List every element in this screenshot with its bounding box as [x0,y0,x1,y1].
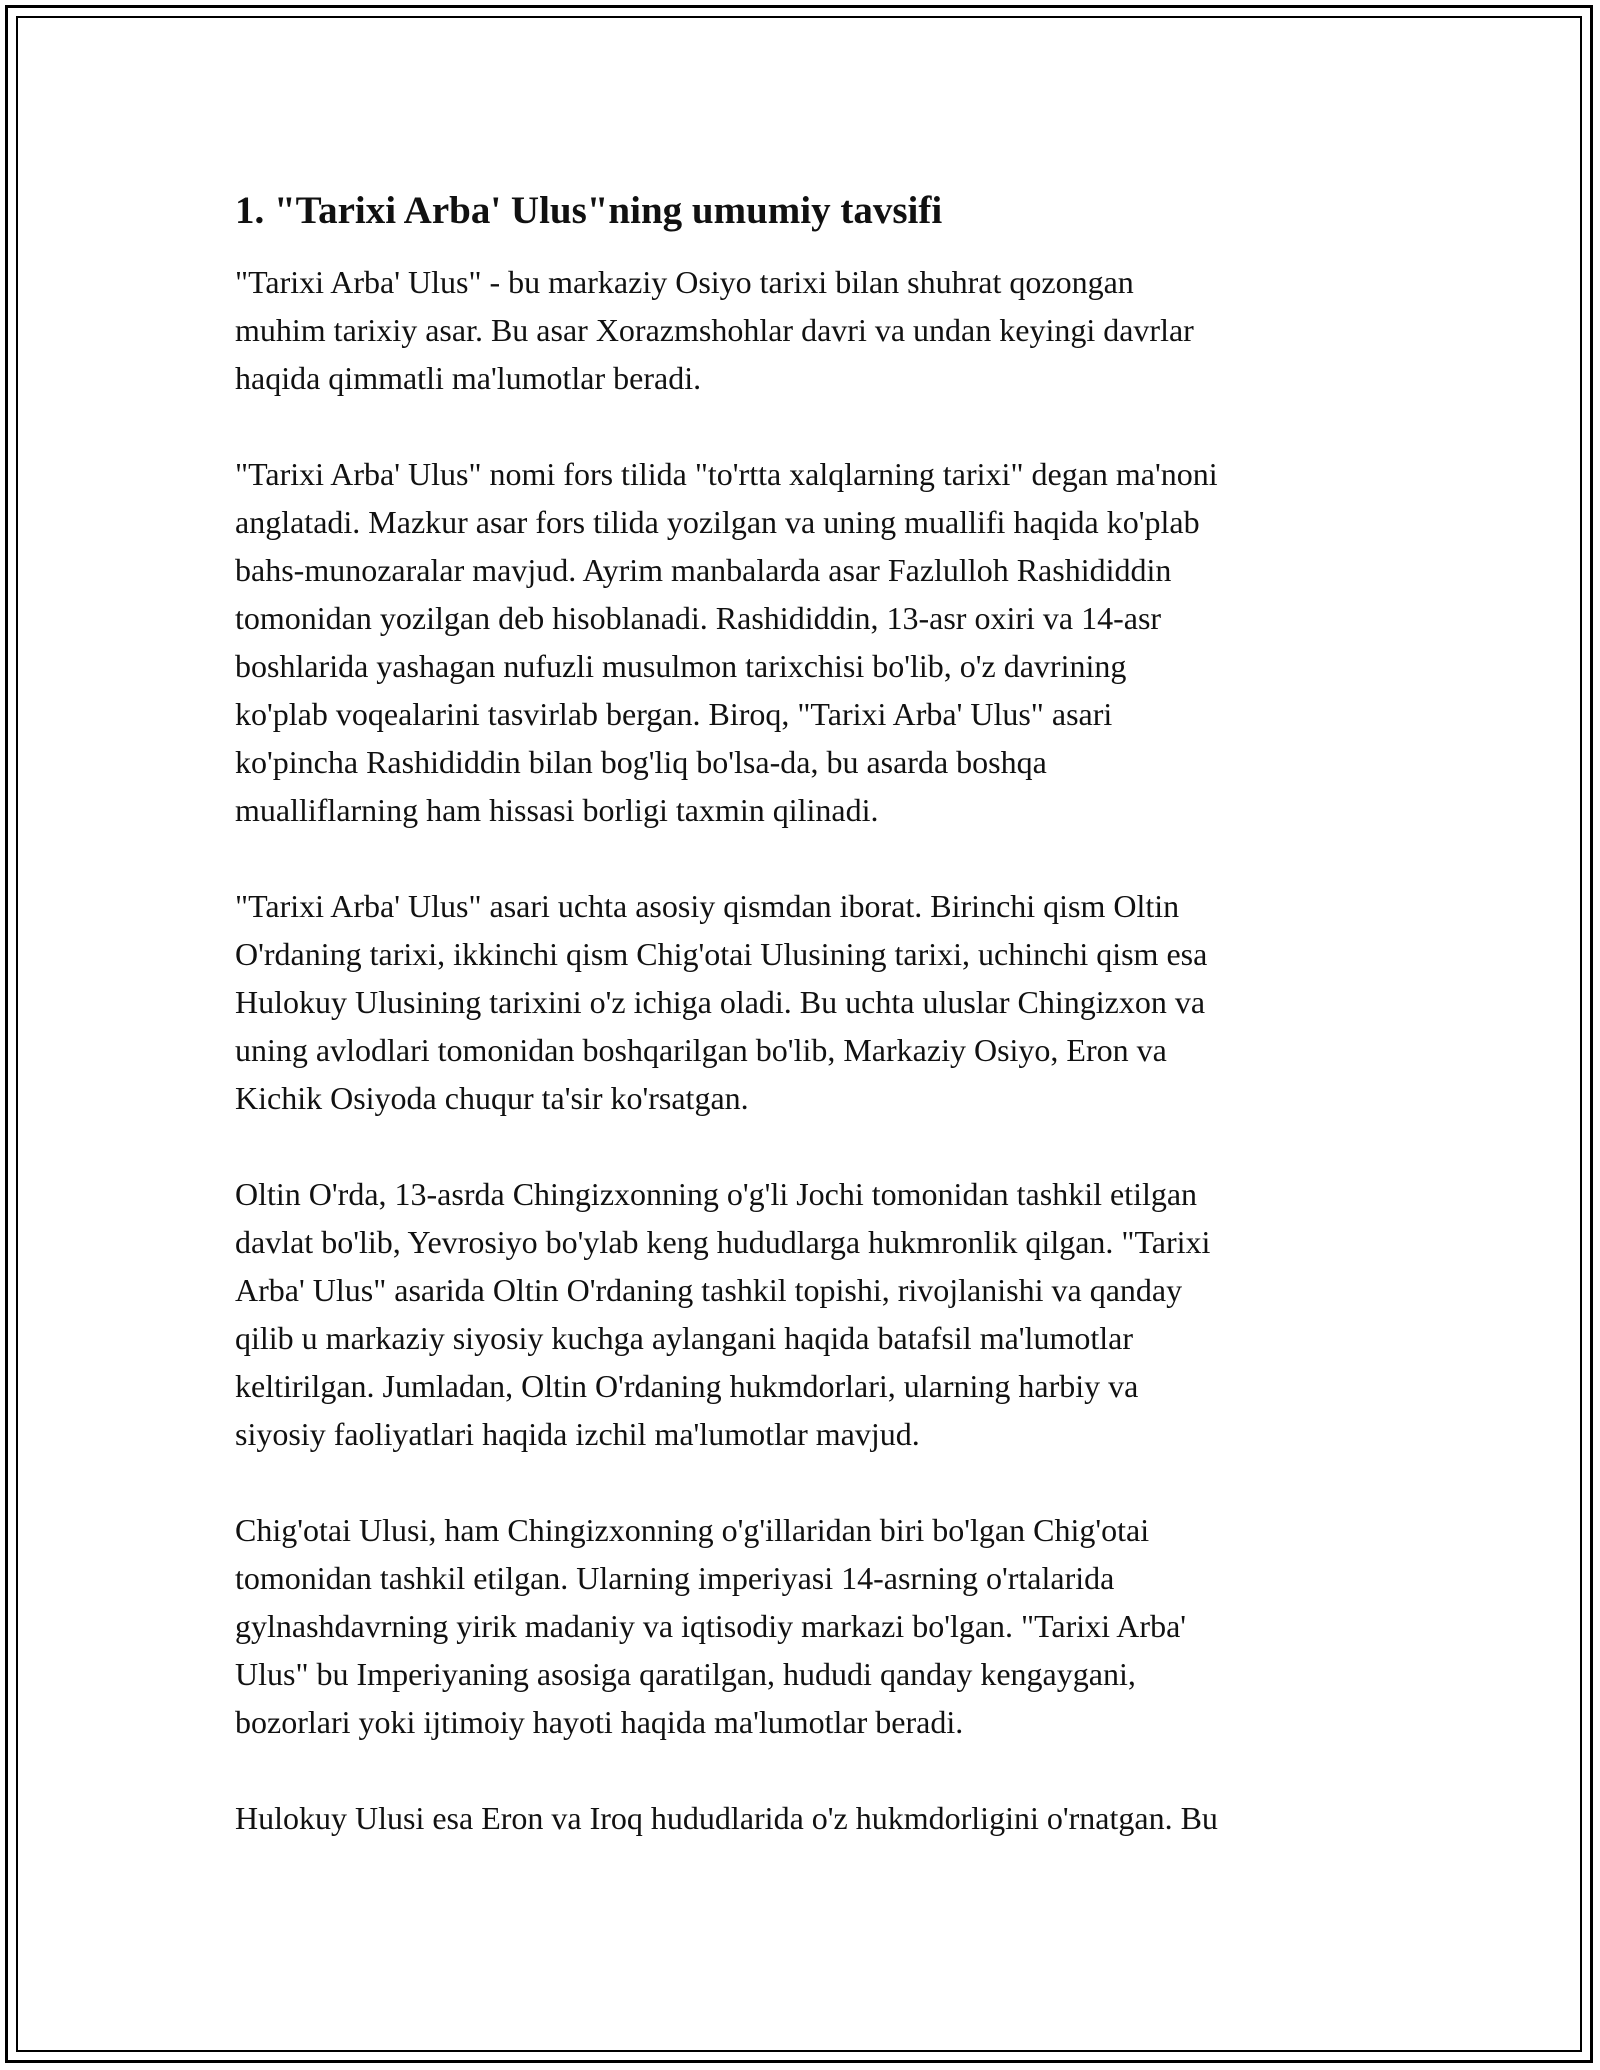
text-line: "Tarixi Arba' Ulus" asari uchta asosiy qismdan iborat. Birinchi qism Oltin [235,888,1180,924]
text-line: Arba' Ulus" asarida Oltin O'rdaning tashkil topishi, rivojlanishi va qanday [235,1272,1183,1308]
text-line: siyosiy faoliyatlari haqida izchil ma'lumotlar mavjud. [235,1416,920,1452]
text-line: bozorlari yoki ijtimoiy hayoti haqida ma'lumotlar beradi. [235,1704,964,1740]
text-line: Hulokuy Ulusi esa Eron va Iroq hududlarida o'z hukmdorligini o'rnatgan. Bu [235,1800,1218,1836]
text-line: Oltin O'rda, 13-asrda Chingizxonning o'g'li Jochi tomonidan tashkil etilgan [235,1176,1198,1212]
text-line: davlat bo'lib, Yevrosiyo bo'ylab keng hududlarga hukmronlik qilgan. "Tarixi [235,1224,1211,1260]
text-line: tomonidan yozilgan deb hisoblanadi. Rashididdin, 13-asr oxiri va 14-asr [235,600,1162,636]
text-line: anglatadi. Mazkur asar fors tilida yozilgan va uning muallifi haqida ko'plab [235,504,1200,540]
section-heading: 1. "Tarixi Arba' Ulus"ning umumiy tavsifi [235,189,943,232]
text-line: uning avlodlari tomonidan boshqarilgan bo'lib, Markaziy Osiyo, Eron va [235,1032,1167,1068]
paragraph-golden-horde [235,1170,1375,1458]
text-line: keltirilgan. Jumladan, Oltin O'rdaning hukmdorlari, ularning harbiy va [235,1368,1139,1404]
paragraph-name-origin [235,450,1375,834]
text-line: O'rdaning tarixi, ikkinchi qism Chig'otai Ulusining tarixi, uchinchi qism esa [235,936,1208,972]
text-line: Chig'otai Ulusi, ham Chingizxonning o'g'illaridan biri bo'lgan Chig'otai [235,1512,1150,1548]
paragraph-intro [235,258,1375,402]
text-line: mualliflarning ham hissasi borligi taxmin qilinadi. [235,792,879,828]
text-line: "Tarixi Arba' Ulus" - bu markaziy Osiyo tarixi bilan shuhrat qozongan [235,264,1134,300]
text-line: boshlarida yashagan nufuzli musulmon tarixchisi bo'lib, o'z davrining [235,648,1127,684]
text-line: ko'pincha Rashididdin bilan bog'liq bo'lsa-da, bu asarda boshqa [235,744,1047,780]
text-line: haqida qimmatli ma'lumotlar beradi. [235,360,702,396]
text-line: ko'plab voqealarini tasvirlab bergan. Biroq, "Tarixi Arba' Ulus" asari [235,696,1113,732]
paragraph-chagatai-ulus [235,1506,1375,1746]
text-line: muhim tarixiy asar. Bu asar Xorazmshohlar davri va undan keyingi davrlar [235,312,1194,348]
text-line: gylnashdavrning yirik madaniy va iqtisodiy markazi bo'lgan. "Tarixi Arba' [235,1608,1187,1644]
text-line: tomonidan tashkil etilgan. Ularning imperiyasi 14-asrning o'rtalarida [235,1560,1115,1596]
paragraph-structure [235,882,1375,1122]
text-line: Ulus" bu Imperiyaning asosiga qaratilgan, hududi qanday kengaygani, [235,1656,1136,1692]
text-line: bahs-munozaralar mavjud. Ayrim manbalarda asar Fazlulloh Rashididdin [235,552,1172,588]
text-line: "Tarixi Arba' Ulus" nomi fors tilida "to'rtta xalqlarning tarixi" degan ma'noni [235,456,1218,492]
paragraph-hulagu-ulus [235,1794,1375,1842]
text-line: qilib u markaziy siyosiy kuchga aylangani haqida batafsil ma'lumotlar [235,1320,1133,1356]
text-line: Kichik Osiyoda chuqur ta'sir ko'rsatgan. [235,1080,749,1116]
document-body [235,186,1375,1890]
text-line: Hulokuy Ulusining tarixini o'z ichiga oladi. Bu uchta uluslar Chingizxon va [235,984,1206,1020]
